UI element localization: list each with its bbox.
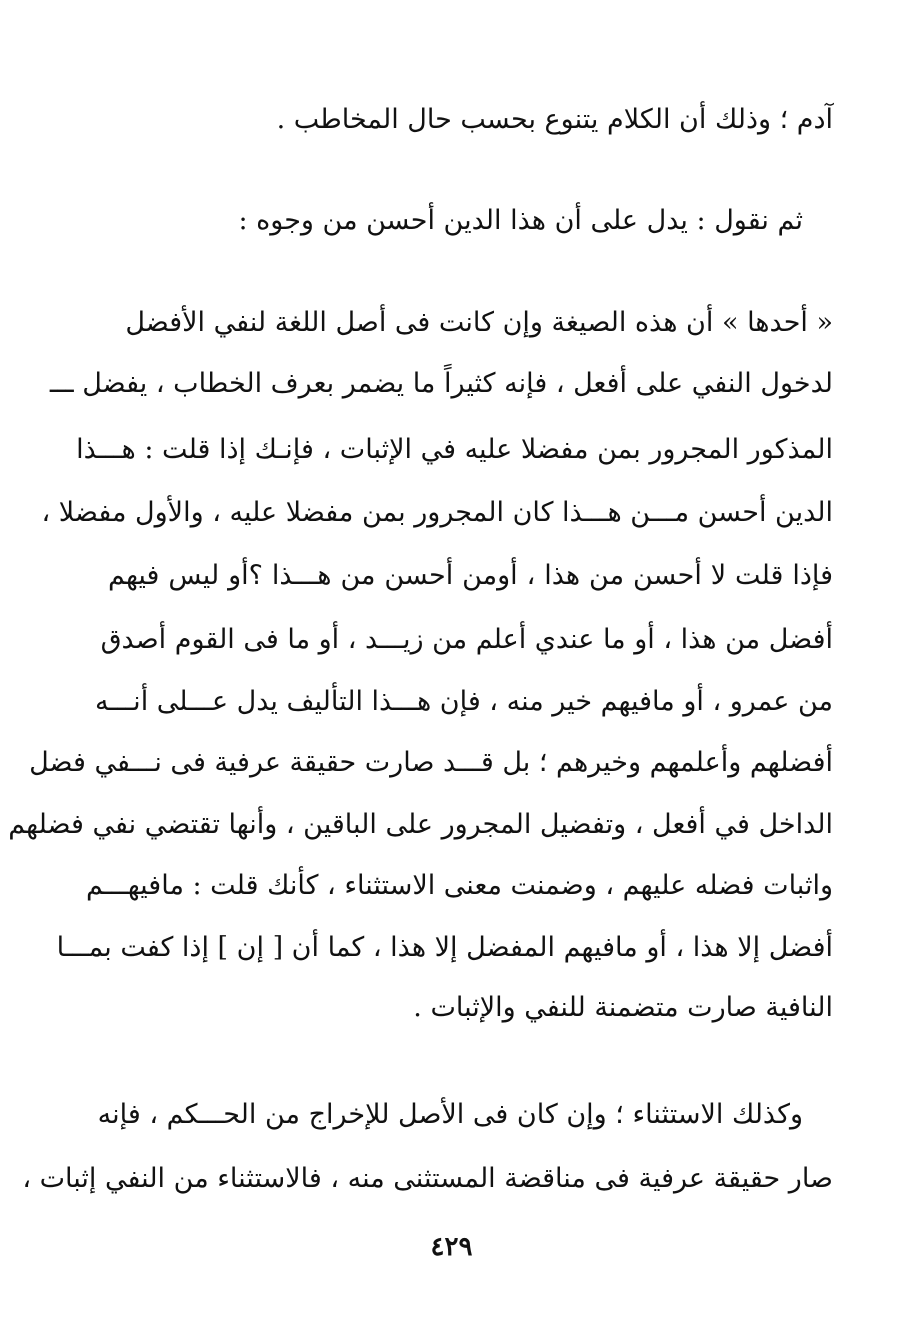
text-line: آدم ؛ وذلك أن الكلام يتنوع بحسب حال المخاطب . [276,104,833,135]
text-line: الدين أحسن مـــن هـــذا كان المجرور بمن مفضلا عليه ، والأول مفضلا ، [41,497,833,528]
text-line: فإذا قلت لا أحسن من هذا ، أومن أحسن من هـــذا ؟أو ليس فيهم [108,560,833,591]
text-line: ثم نقول : يدل على أن هذا الدين أحسن من وجوه : [238,205,803,236]
text-line: « أحدها » أن هذه الصيغة وإن كانت فى أصل اللغة لنفي الأفضل [125,307,833,338]
text-line: وكذلك الاستثناء ؛ وإن كان فى الأصل للإخراج من الحـــكم ، فإنه [97,1099,803,1130]
text-line: واثبات فضله عليهم ، وضمنت معنى الاستثناء ، كأنك قلت : مافيهـــم [86,870,833,901]
page-number: ٤٢٩ [430,1232,473,1262]
text-line: النافية صارت متضمنة للنفي والإثبات . [413,992,833,1023]
text-line: أفضل من هذا ، أو ما عندي أعلم من زيـــد ، أو ما فى القوم أصدق [100,624,833,655]
text-line: أفضل إلا هذا ، أو مافيهم المفضل إلا هذا ، كما أن [ إن ] إذا كفت بمـــا [56,932,833,963]
text-line: الداخل في أفعل ، وتفضيل المجرور على الباقين ، وأنها تقتضي نفي فضلهم [8,809,833,840]
text-line: أفضلهم وأعلمهم وخيرهم ؛ بل قـــد صارت حقيقة عرفية فى نـــفي فضل [29,747,833,778]
text-line: من عمرو ، أو مافيهم خير منه ، فإن هـــذا التأليف يدل عـــلى أنـــه [94,686,833,717]
text-line: صار حقيقة عرفية فى مناقضة المستثنى منه ، فالاستثناء من النفي إثبات ، [22,1163,833,1194]
text-line: المذكور المجرور بمن مفضلا عليه في الإثبات ، فإنـك إذا قلت : هـــذا [76,434,833,465]
text-line: لدخول النفي على أفعل ، فإنه كثيراً ما يضمر بعرف الخطاب ، يفضل ـــ [49,368,833,399]
